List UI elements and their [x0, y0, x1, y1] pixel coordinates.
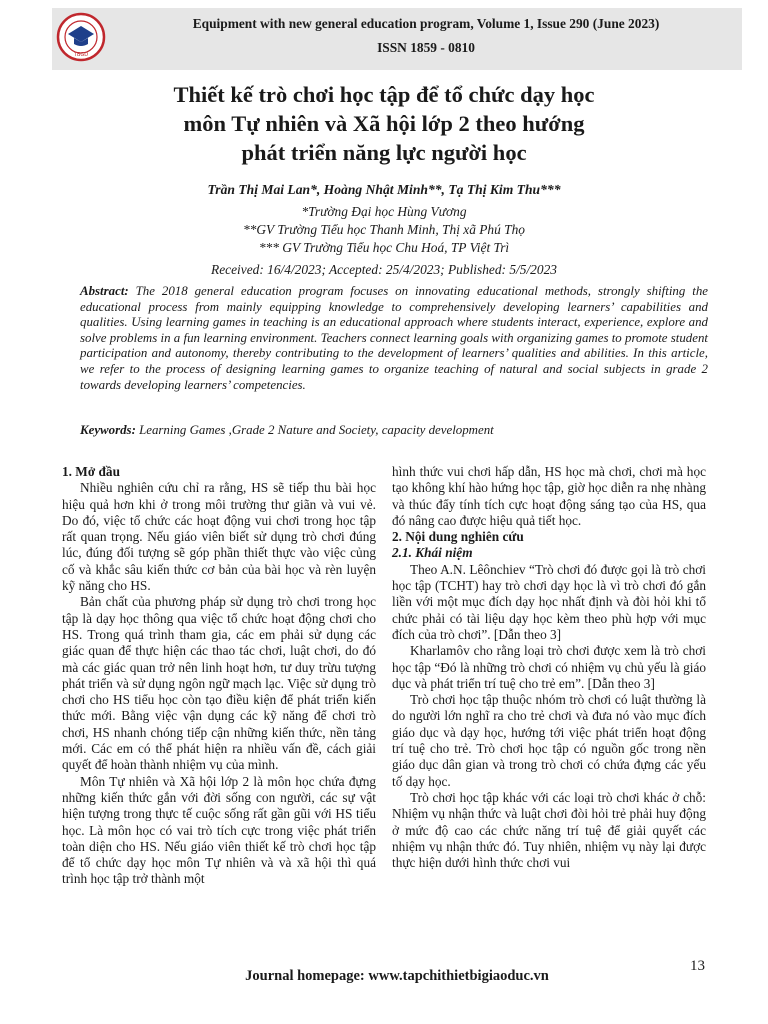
subsection-heading: 2.1. Khái niệm [392, 545, 473, 561]
paragraph: Trò chơi học tập khác với các loại trò chơi khác ở chỗ: Nhiệm vụ nhận thức và luật chơi đòi hỏi trẻ phải huy động ở mức độ cao các chức năng trí tuệ để giải quyết các nhiệm vụ nhận thức đó. Tuy nhiên, nhiệm vụ này lại được thực hiện dưới hình thức chơi vui [392, 789, 706, 871]
svg-text:TBGD: TBGD [73, 52, 89, 58]
article-title [60, 80, 708, 167]
issn: ISSN 1859 - 0810 [377, 40, 475, 55]
journal-seal-icon [56, 12, 106, 62]
affiliation: *** GV Trường Tiểu học Chu Hoá, TP Việt Trì [258, 240, 510, 255]
authors: Trần Thị Mai Lan*, Hoàng Nhật Minh**, Tạ Thị Kim Thu*** [207, 182, 561, 197]
right-column [392, 464, 706, 871]
keywords-label: Keywords: [80, 423, 136, 437]
paragraph: Theo A.N. Lêônchiev “Trò chơi đó được gọi là trò chơi học tập (TCHT) hay trò chơi dạy học là vì trò chơi đó gắn liền với một mục đích dạy học nhất định và đòi hỏi khi tổ chức phải có tài liệu dạy học kèm theo phù hợp với mục đích của trò chơi”. [Dẫn theo 3] [392, 561, 706, 642]
title-line: môn Tự nhiên và Xã hội lớp 2 theo hướng [183, 111, 585, 136]
abstract [80, 284, 708, 393]
abstract-label: Abstract: [80, 284, 129, 298]
paragraph: Trò chơi học tập thuộc nhóm trò chơi có luật thường là do người lớn nghĩ ra cho trẻ chơi và đưa nó vào mục đích giáo dục và dạy học, hướng tới việc phát triển hoạt động trí tuệ cho trẻ. Trò chơi học tập có nguồn gốc trong nền giáo dục dân gian và trong trò chơi có chứa đựng các yếu tố dạy học. [392, 692, 706, 789]
section-heading: 1. Mở đầu [62, 464, 120, 479]
abstract-text: The 2018 general education program focuses on innovating educational methods, strongly shifting the educational process from mainly equipping knowledge to comprehensively developing learners’ capabilities and qualities. Using learning games in teaching is an educational approach where students interact, experience, explore and solve problems in a fun learning environment. Teachers connect learning goals with organizing games to promote student participation and autonomy, thereby contributing to the development of learners’ qualities and abilities. In this article, we refer to the process of designing learning games to organize teaching of natural and social subjects in grade 2 towards developing learners’ competencies. [80, 284, 708, 392]
paragraph: Kharlamôv cho rằng loại trò chơi được xem là trò chơi học tập “Đó là những trò chơi có nhiệm vụ chủ yếu là giáo dục và phát triển trí tuệ cho trẻ em”. [Dẫn theo 3] [392, 643, 706, 691]
paragraph: hình thức vui chơi hấp dẫn, HS học mà chơi, chơi mà học tạo không khí hào hứng học tập, giờ học diễn ra nhẹ nhàng và thúc đẩy tính tích cực hoạt động sáng tạo của HS, qua đó nâng cao được hiệu quả tiết học. [392, 464, 706, 528]
paragraph: Bản chất của phương pháp sử dụng trò chơi trong học tập là dạy học thông qua việc tổ chức hoạt động chơi cho HS. Trong quá trình tham gia, các em phải sử dụng các giác quan để thực hiện các thao tác chơi, luật chơi, do đó mà các giác quan trở nên linh hoạt hơn, tư duy trừu tượng phát triển và sử dụng ngôn ngữ mạch lạc. Việc sử dụng trò chơi cho HS tiểu học còn tạo điều kiện để phát triển kiến thức mới. Bằng việc vận dụng các kỹ năng để chơi trò chơi, HS nhanh chóng tiếp cận những kiến thức, nền tảng mới. Các em có thể phát hiện ra nhiều vấn đề, cách giải quyết để hoàn thành nhiệm vụ của mình. [62, 594, 376, 773]
section-heading: 2. Nội dung nghiên cứu [392, 529, 524, 545]
affiliation: **GV Trường Tiểu học Thanh Minh, Thị xã Phú Thọ [242, 222, 526, 237]
affiliation: *Trường Đại học Hùng Vương [301, 204, 467, 219]
journal-homepage: Journal homepage: www.tapchithietbigiaoduc.vn [245, 968, 549, 984]
left-column [62, 464, 376, 888]
title-line: Thiết kế trò chơi học tập để tổ chức dạy học [173, 82, 595, 107]
journal-title: Equipment with new general education program, Volume 1, Issue 290 (June 2023) [192, 16, 660, 31]
keywords-text: Learning Games ,Grade 2 Nature and Society, capacity development [135, 423, 494, 437]
page-number: 13 [690, 958, 705, 974]
title-line: phát triển năng lực người học [241, 140, 527, 165]
keywords [80, 423, 708, 438]
paragraph: Môn Tự nhiên và Xã hội lớp 2 là môn học chứa đựng những kiến thức gắn với đời sống con người, các sự vật hiện tượng trong thực tế cuộc sống rất gần gũi với HS tiểu học. Là môn học có vai trò tích cực trong việc phát triển toàn diện cho HS. Nếu giáo viên thiết kế trò chơi học tập để tổ chức dạy học môn Tự nhiên và và xã hội thì quá trình học tập trở thành một [62, 773, 376, 887]
received-dates: Received: 16/4/2023; Accepted: 25/4/2023; Published: 5/5/2023 [211, 262, 557, 277]
paragraph: Nhiều nghiên cứu chỉ ra rằng, HS sẽ tiếp thu bài học hiệu quả hơn khi ở trong môi trường thư giãn và vui vẻ. Do đó, việc tổ chức các hoạt động vui chơi trong học tập rất quan trọng. Nếu giáo viên biết sử dụng trò chơi đúng lúc, đúng đối tượng sẽ góp phần thiết thực vào việc củng cố và khắc sâu kiến thức cơ bản của bài học và rèn luyện kỹ năng cho HS. [62, 480, 376, 594]
